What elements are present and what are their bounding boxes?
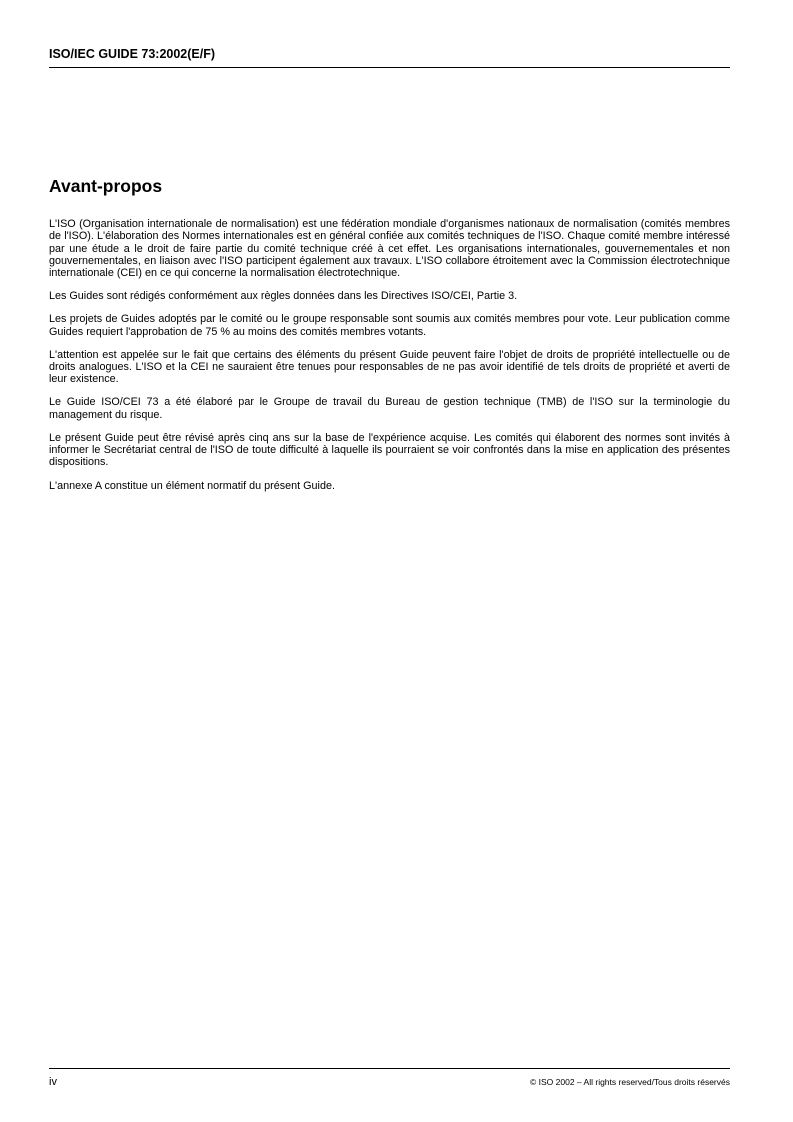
section-heading: Avant-propos — [49, 176, 163, 196]
paragraph-guide-73-origin: Le Guide ISO/CEI 73 a été élaboré par le Groupe de travail du Bureau de gestion technique (TMB) de l'ISO sur la terminologie du management du risque. — [49, 396, 730, 421]
paragraph-guides-drafting: Les Guides sont rédigés conformément aux règles données dans les Directives ISO/CEI, Partie 3. — [49, 290, 518, 303]
copyright-notice: © ISO 2002 – All rights reserved/Tous droits réservés — [530, 1077, 730, 1087]
foreword-body — [49, 218, 730, 503]
paragraph-revision: Le présent Guide peut être révisé après cinq ans sur la base de l'expérience acquise. Les comités qui élaborent des normes sont invités à informer le Secrétariat central de l'ISO de toute difficulté à laquelle ils pourraient se voir confrontés dans la mise en application des présentes dispositions. — [49, 431, 730, 469]
paragraph-draft-guides-vote: Les projets de Guides adoptés par le comité ou le groupe responsable sont soumis aux comités membres pour vote. Leur publication comme Guides requiert l'approbation de 75 % au moins des comités membres votants. — [49, 313, 730, 338]
document-reference: ISO/IEC GUIDE 73:2002(E/F) — [49, 47, 216, 61]
page-header — [49, 47, 730, 68]
page-footer — [49, 1068, 730, 1088]
page-number: iv — [49, 1076, 57, 1088]
paragraph-patent-rights: L'attention est appelée sur le fait que certains des éléments du présent Guide peuvent faire l'objet de droits de propriété intellectuelle ou de droits analogues. L'ISO et la CEI ne sauraient être tenues pour responsables de ne pas avoir identifié de tels droits de propriété et averti de leur existence. — [49, 348, 730, 386]
paragraph-annex-a: L'annexe A constitue un élément normatif du présent Guide. — [49, 479, 335, 492]
paragraph-iso-organisation: L'ISO (Organisation internationale de normalisation) est une fédération mondiale d'organismes nationaux de normalisation (comités membres de l'ISO). L'élaboration des Normes internationales est en général confiée aux comités techniques de l'ISO. Chaque comité membre intéressé par une étude a le droit de faire partie du comité technique créé à cet effet. Les organisations internationales, gouvernementales et non gouvernementales, en liaison avec l'ISO participent également aux travaux. L'ISO collabore étroitement avec la Commission électrotechnique internationale (CEI) en ce qui concerne la normalisation électrotechnique. — [49, 218, 730, 280]
